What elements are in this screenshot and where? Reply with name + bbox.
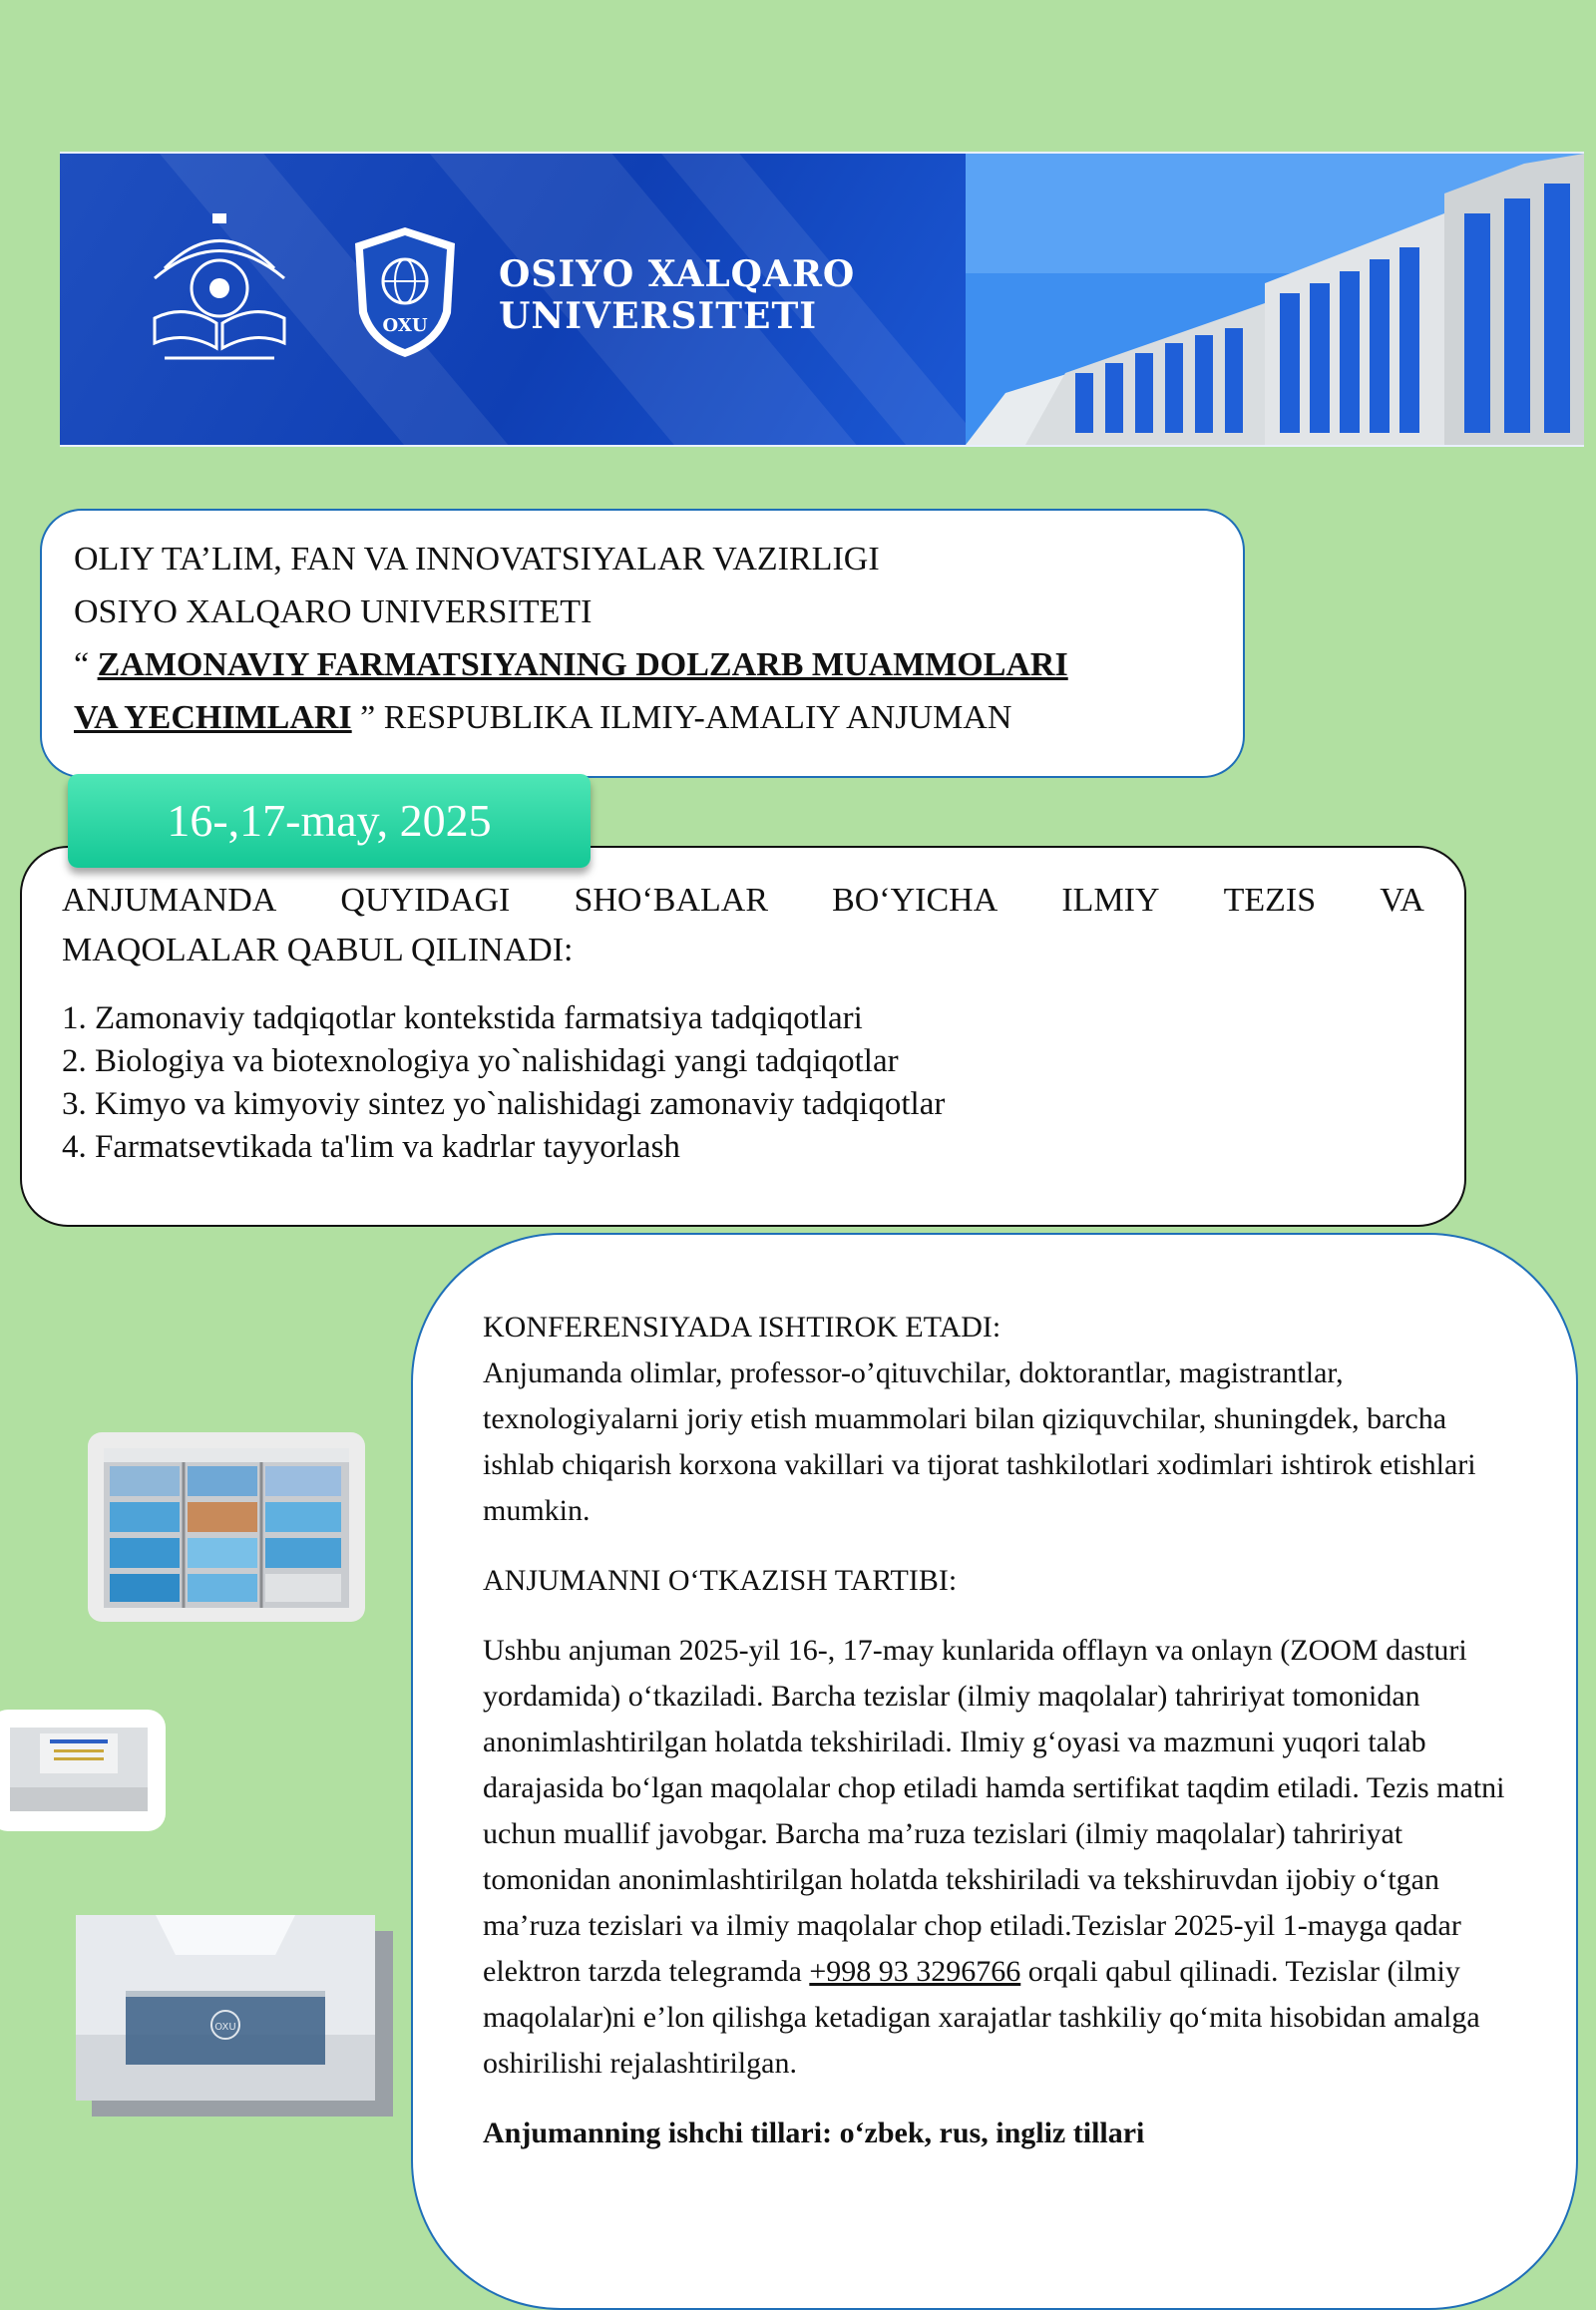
- lobby-photo: [0, 1710, 166, 1831]
- list-item: 3. Kimyo va kimyoviy sintez yo`nalishidagi zamonaviy tadqiqotlar: [62, 1086, 946, 1122]
- procedure-text-part-2: orqali qabul qilinadi. Tezislar (ilmiy maqolalar)ni e’lon qilishga ketadigan xarajatlar tashkiliy qo‘mita hisobidan amalga oshirilishi rejalashtirilgan.: [483, 1955, 1480, 2080]
- topic-part-1: ZAMONAVIY FARMATSIYANING DOLZARB MUAMMOLARI: [97, 646, 1068, 683]
- ministry-name: OLIY TA’LIM, FAN VA INNOVATSIYALAR VAZIRLIGI: [74, 541, 880, 578]
- sections-list: [62, 997, 1424, 1169]
- brand-line-2: UNIVERSITETI: [499, 295, 818, 337]
- conference-date-badge: 16-,17-may, 2025: [68, 774, 591, 868]
- brand-line-1: OSIYO XALQARO: [499, 253, 856, 295]
- library-shelves-photo: [88, 1432, 365, 1622]
- heading-word: ILMIY: [1061, 882, 1160, 919]
- list-item: 1. Zamonaviy tadqiqotlar kontekstida farmatsiya tadqiqotlari: [62, 1000, 863, 1036]
- conference-topic-line-1: [74, 638, 1211, 691]
- heading-word: BO‘YICHA: [832, 882, 998, 919]
- hall-photo: [76, 1915, 393, 2117]
- conference-title-box: [40, 509, 1245, 778]
- logo-text: OXU: [382, 315, 428, 336]
- quote-open: “: [74, 646, 98, 683]
- participants-heading: KONFERENSIYADA ISHTIROK ETADI:: [483, 1311, 1001, 1344]
- list-item: 4. Farmatsevtikada ta'lim va kadrlar tayyorlash: [62, 1129, 680, 1165]
- topic-part-2: VA YECHIMLARI: [74, 699, 352, 736]
- conference-topic-line-2: [74, 691, 1211, 744]
- heading-word: QUYIDAGI: [340, 882, 511, 919]
- heading-word: TEZIS: [1223, 882, 1317, 919]
- heading-word: VA: [1380, 882, 1424, 919]
- book-emblem-logo: [145, 208, 294, 368]
- conference-type: ” RESPUBLIKA ILMIY-AMALIY ANJUMAN: [351, 699, 1012, 736]
- header-banner: [60, 152, 1584, 447]
- participants-text: Anjumanda olimlar, professor-o’qituvchilar, doktorantlar, magistrantlar, texnologiyalarni joriy etish muammolari bilan qiziquvchilar, shuningdek, barcha ishlab chiqarish korxona vakillari va tijorat tashkilotlari xodimlari ishtirok etishlari mumkin.: [483, 1356, 1476, 1527]
- procedure-text: [483, 1628, 1506, 2087]
- university-building-photo: [966, 154, 1584, 445]
- working-languages: Anjumanning ishchi tillari: o‘zbek, rus, ingliz tillari: [483, 2117, 1145, 2149]
- sections-heading-line-1: [62, 876, 1424, 926]
- svg-text:OXU: OXU: [214, 2022, 236, 2033]
- telegram-phone-link[interactable]: +998 93 3296766: [809, 1955, 1021, 1988]
- procedure-text-part-1: Ushbu anjuman 2025-yil 16-, 17-may kunlarida offlayn va onlayn (ZOOM dasturi yordamida) o‘tkaziladi. Barcha tezislar (ilmiy maqolalar) tahririyat tomonidan anonimlashtirilgan holatda tekshiriladi. Ilmiy g‘oyasi va mazmuni yuqori talab darajasida bo‘lgan maqolalar chop etiladi hamda sertifikat taqdim etiladi. Tezis matni uchun muallif javobgar. Barcha ma’ruza tezislari (ilmiy maqolalar) tahririyat tomonidan anonimlashtirilgan holatda tekshiriladi va tekshiruvdan ijobiy o‘tgan ma’ruza tezislari va ilmiy maqolalar chop etiladi.Tezislar 2025-yil 1-mayga qadar elektron tarzda telegramda: [483, 1634, 1505, 1988]
- sections-heading: [62, 876, 1424, 975]
- university-brand: [499, 253, 855, 337]
- procedure-heading: ANJUMANNI O‘TKAZISH TARTIBI:: [483, 1564, 958, 1597]
- university-name: OSIYO XALQARO UNIVERSITETI: [74, 593, 593, 630]
- sections-heading-line-2: MAQOLALAR QABUL QILINADI:: [62, 932, 574, 968]
- heading-word: SHO‘BALAR: [574, 882, 769, 919]
- oxu-shield-logo: [351, 223, 459, 361]
- conference-info-box: [411, 1233, 1578, 2310]
- list-item: 2. Biologiya va biotexnologiya yo`nalishidagi yangi tadqiqotlar: [62, 1043, 899, 1079]
- sections-box: [20, 846, 1466, 1227]
- heading-word: ANJUMANDA: [62, 882, 277, 919]
